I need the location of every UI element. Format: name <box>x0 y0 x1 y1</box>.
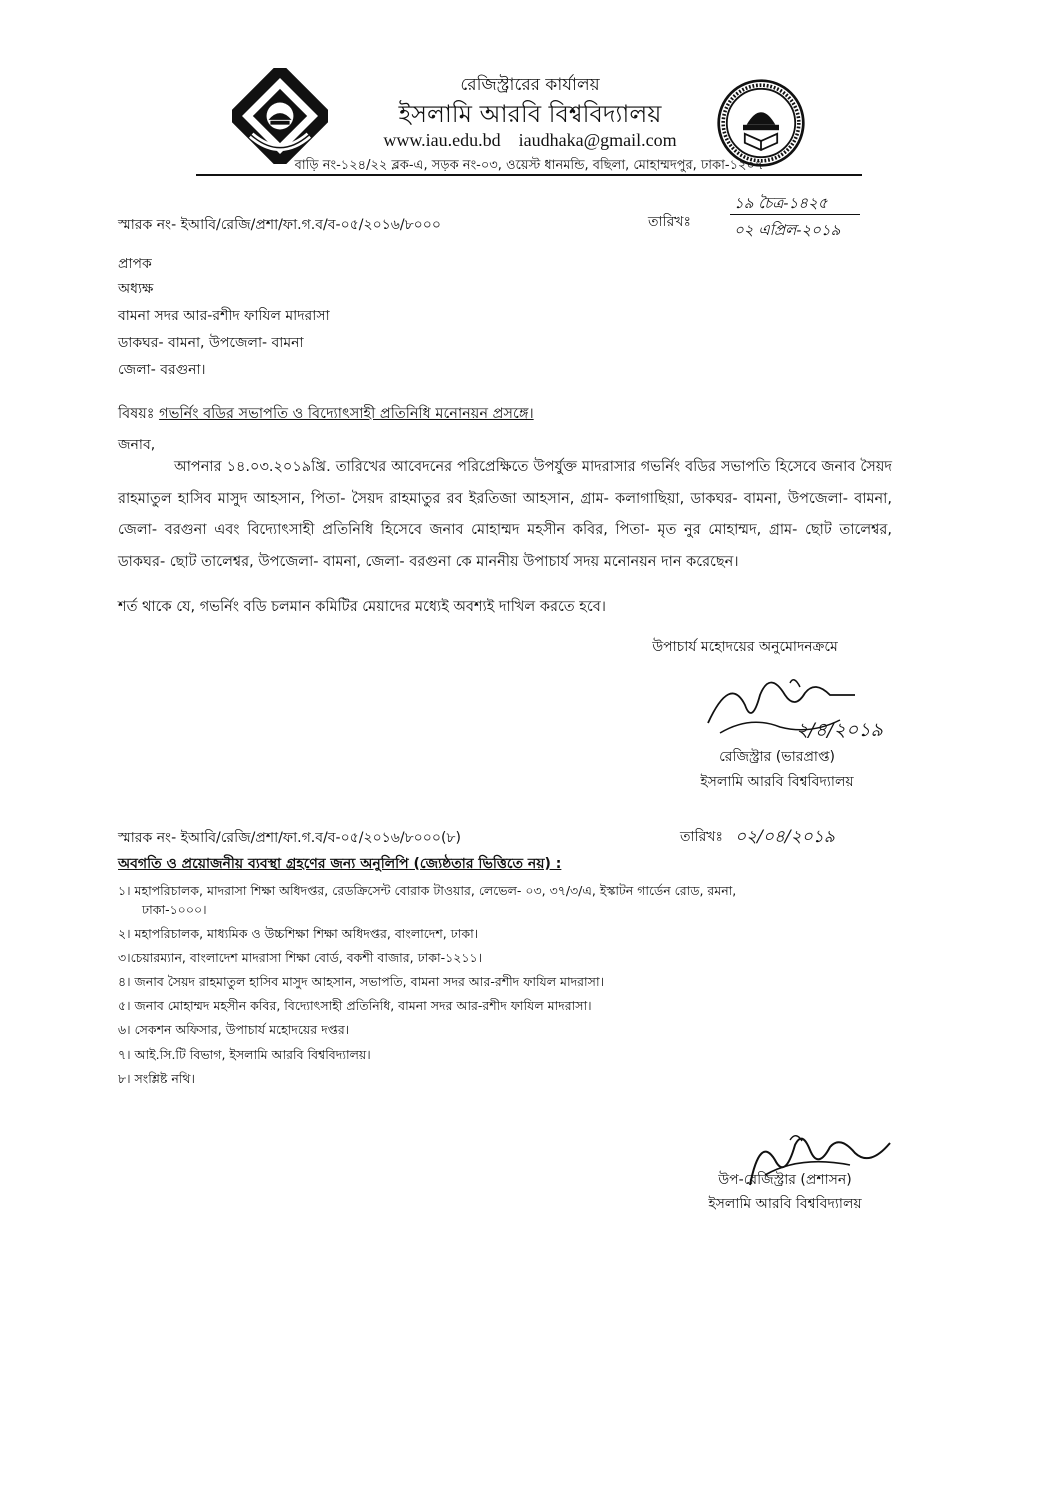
cc-item-1-cont: ঢাকা-১০০০। <box>142 902 207 917</box>
date-label: তারিখঃ <box>648 214 691 230</box>
cc-item-1: ১। মহাপরিচালক, মাদরাসা শিক্ষা অধিদপ্তর, রেডক্রিসেন্ট বোরাক টাওয়ার, লেভেল- ০৩, ৩৭/৩/এ, ইস্কাটন গার্ডেন রোড, রমনা, <box>118 883 737 898</box>
memo2-date-handwritten: ০২/০৪/২০১৯ <box>735 827 835 847</box>
recipient-label: প্রাপক <box>118 256 152 272</box>
website-link[interactable]: www.iau.edu.bd <box>383 130 501 150</box>
office-title: রেজিস্ট্রারের কার্যালয় <box>460 75 600 95</box>
contact-line <box>330 130 730 151</box>
memo2-reference: স্মারক নং- ইআবি/রেজি/প্রশা/ফা.গ.ব/ব-০৫/২০১৬/৮০০০(৮) <box>118 830 461 846</box>
signature2-org: ইসলামি আরবি বিশ্ববিদ্যালয় <box>708 1196 862 1212</box>
cc-title: অবগতি ও প্রয়োজনীয় ব্যবস্থা গ্রহণের জন্য অনুলিপি (জ্যেষ্ঠতার ভিত্তিতে নয়) : <box>118 856 562 872</box>
approval-note: উপাচার্য মহোদয়ের অনুমোদনক্রমে <box>652 639 838 655</box>
body-text: আপনার ১৪.০৩.২০১৯খ্রি. তারিখের আবেদনের পরিপ্রেক্ষিতে উপর্যুক্ত মাদরাসার গভর্নিং বডির সভাপতি হিসেবে জনাব সৈয়দ রাহমাতুল হাসিব মাসুদ আহসান, পিতা- সৈয়দ রাহমাতুর রব ইরতিজা আহসান, গ্রাম- কলাগাছিয়া, ডাকঘর- বামনা, উপজেলা- বামনা, জেলা- বরগুনা এবং বিদ্যোৎসাহী প্রতিনিধি হিসেবে জনাব মোহাম্মদ মহসীন কবির, পিতা- মৃত নুর মোহাম্মদ, গ্রাম- ছোট তালেশ্বর, ডাকঘর- ছোট তালেশ্বর, উপজেলা- বামনা, জেলা- বরগুনা কে মাননীয় উপাচার্য সদয় মনোনয়ন দান করেছেন। <box>118 459 892 570</box>
signature2-title: উপ-রেজিস্ট্রার (প্রশাসন) <box>718 1172 852 1188</box>
subject-text: গভর্নিং বডির সভাপতি ও বিদ্যোৎসাহী প্রতিনিধি মনোনয়ন প্রসঙ্গে। <box>159 406 534 422</box>
recipient-title: অধ্যক্ষ <box>118 281 154 297</box>
date-divider <box>730 214 860 215</box>
signature1-org: ইসলামি আরবি বিশ্ববিদ্যালয় <box>700 774 854 790</box>
university-address: বাড়ি নং-১২৪/২২ ব্লক-এ, সড়ক নং-০৩, ওয়েস্ট ধানমন্ডি, বছিলা, মোহাম্মদপুর, ঢাকা-১২০৭ <box>294 158 764 173</box>
recipient-district: জেলা- বরগুনা। <box>118 362 206 378</box>
cc-item-8: ৮। সংশ্লিষ্ট নথি। <box>118 1071 195 1086</box>
cc-item-2: ২। মহাপরিচালক, মাধ্যমিক ও উচ্চশিক্ষা শিক্ষা অধিদপ্তর, বাংলাদেশ, ঢাকা। <box>118 926 479 941</box>
body-paragraph <box>118 452 892 578</box>
cc-item-3: ৩।চেয়ারম্যান, বাংলাদেশ মাদরাসা শিক্ষা বোর্ড, বকশী বাজার, ঢাকা-১২১১। <box>118 950 483 965</box>
university-name: ইসলামি আরবি বিশ্ববিদ্যালয় <box>398 100 662 128</box>
salutation: জনাব, <box>118 437 156 453</box>
university-logo-left <box>232 68 328 164</box>
date-bangla-handwritten: ১৯ চৈত্র-১৪২৫ <box>734 194 828 212</box>
condition-paragraph: শর্ত থাকে যে, গভর্নিং বডি চলমান কমিটির মেয়াদের মধ্যেই অবশ্যই দাখিল করতে হবে। <box>118 599 606 615</box>
date-english-handwritten: ০২ এপ্রিল-২০১৯ <box>734 221 841 239</box>
recipient-post: ডাকঘর- বামনা, উপজেলা- বামনা <box>118 335 304 351</box>
cc-item-6: ৬। সেকশন অফিসার, উপাচার্য মহোদয়ের দপ্তর। <box>118 1022 350 1037</box>
signature1-title: রেজিস্ট্রার (ভারপ্রাপ্ত) <box>719 749 835 765</box>
subject-line <box>118 403 534 427</box>
email-link[interactable]: iaudhaka@gmail.com <box>518 130 677 150</box>
header-divider <box>196 174 862 176</box>
recipient-institution: বামনা সদর আর-রশীদ ফাযিল মাদরাসা <box>118 308 330 324</box>
memo-reference: স্মারক নং- ইআবি/রেজি/প্রশা/ফা.গ.ব/ব-০৫/২০১৬/৮০০০ <box>118 217 441 233</box>
cc-item-5: ৫। জনাব মোহাম্মদ মহসীন কবির, বিদ্যোৎসাহী প্রতিনিধি, বামনা সদর আর-রশীদ ফাযিল মাদরাসা। <box>118 998 592 1013</box>
cc-item-4: ৪। জনাব সৈয়দ রাহমাতুল হাসিব মাসুদ আহসান, সভাপতি, বামনা সদর আর-রশীদ ফাযিল মাদরাসা। <box>118 974 605 989</box>
subject-label: বিষয়ঃ <box>118 406 155 422</box>
memo2-date-label: তারিখঃ <box>680 829 723 845</box>
signature1-date-handwritten: ২/৪/২০১৯ <box>796 719 883 741</box>
cc-item-7: ৭। আই.সি.টি বিভাগ, ইসলামি আরবি বিশ্ববিদ্যালয়। <box>118 1047 371 1062</box>
